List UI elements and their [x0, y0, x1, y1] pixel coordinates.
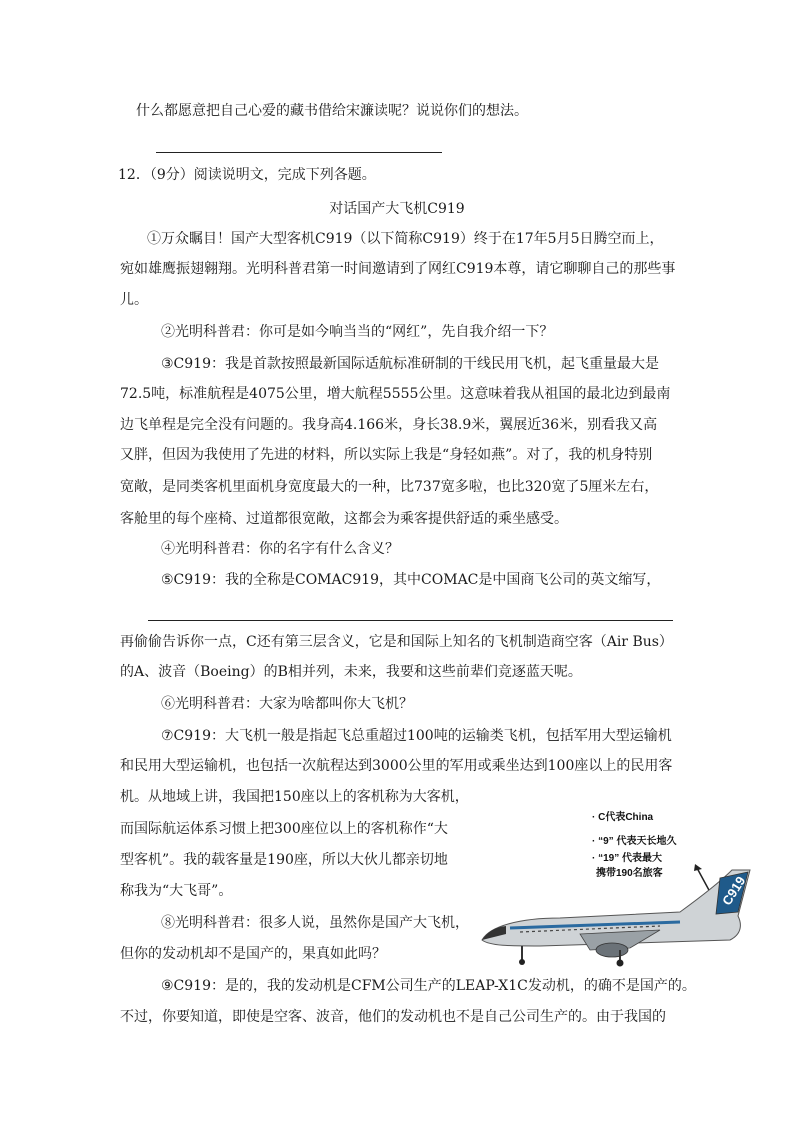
airplane-icon: [482, 870, 750, 967]
para-5: ⑤C919：我的全称是COMAC919，其中COMAC是中国商飞公司的英文缩写，: [161, 572, 661, 588]
para-3-line-6: 客舱里的每个座椅、过道都很宽敞，这都会为乘客提供舒适的乘坐感受。: [120, 511, 568, 527]
para-3-line-3: 边飞单程是完全没有问题的。我身高4.166米，身长38.9米，翼展近36米，别看我又高: [120, 417, 658, 433]
tail-label: C919: [719, 873, 749, 908]
para-2: ②光明科普君：你可是如今响当当的“网红”，先自我介绍一下？: [161, 324, 554, 340]
line-1: 什么都愿意把自己心爱的藏书借给宋濂读呢？说说你们的想法。: [136, 103, 528, 119]
para-3-line-2: 72.5吨，标准航程是4075公里，增大航程5555公里。这意味着我从祖国的最北边到最南: [120, 386, 671, 402]
answer-rule-2: [148, 620, 673, 621]
question-header: 12．（9分）阅读说明文，完成下列各题。: [118, 167, 376, 183]
para-8-line-1: ⑧光明科普君：很多人说，虽然你是国产大飞机，: [161, 915, 469, 931]
para-8-line-2: 但你的发动机却不是国产的，果真如此吗？: [120, 946, 386, 962]
figure-label-4: 携带190名旅客: [596, 868, 663, 879]
answer-rule-1: [156, 152, 442, 153]
para-7-line-2: 和民用大型运输机，也包括一次航程达到3000公里的军用或乘坐达到100座以上的民用客: [120, 758, 673, 774]
para-3-line-4: 又胖，但因为我使用了先进的材料，所以实际上我是“身轻如燕”。对了，我的机身特别: [120, 447, 653, 463]
para-1-line-3: 儿。: [120, 292, 148, 308]
para-3-line-1: ③C919：我是首款按照最新国际适航标准研制的干线民用飞机，起飞重量最大是: [161, 356, 659, 372]
article-title: 对话国产大飞机C919: [329, 201, 465, 217]
figure-label-2: · “9” 代表天长地久: [592, 836, 677, 847]
para-9-line-2: 不过，你要知道，即使是空客、波音，他们的发动机也不是自己公司生产的。由于我国的: [120, 1009, 666, 1025]
para-7-line-5: 型客机”。我的载客量是190座，所以大伙儿都亲切地: [120, 852, 448, 868]
para-1-line-1: ①万众瞩目！国产大型客机C919（以下简称C919）终于在17年5月5日腾空而上，: [147, 231, 664, 247]
figure-label-3: · “19” 代表最大: [592, 853, 663, 864]
para-7-line-6: 称我为“大飞哥”。: [120, 883, 233, 899]
para-7-line-4: 而国际航运体系习惯上把300座位以上的客机称作“大: [120, 821, 448, 837]
label-arrow: [697, 868, 710, 892]
para-4: ④光明科普君：你的名字有什么含义？: [161, 541, 399, 557]
para-7-line-1: ⑦C919：大飞机一般是指起飞总重超过100吨的运输类飞机，包括军用大型运输机: [161, 728, 672, 744]
para-5-line-3: 的A、波音（Boeing）的B相并列，未来，我要和这些前辈们竞逐蓝天呢。: [120, 664, 582, 680]
para-6: ⑥光明科普君：大家为啥都叫你大飞机？: [161, 696, 413, 712]
para-9-line-1: ⑨C919：是的，我的发动机是CFM公司生产的LEAP-X1C发动机，的确不是国产的。: [161, 978, 696, 994]
para-1-line-2: 宛如雄鹰振翅翱翔。光明科普君第一时间邀请到了网红C919本尊，请它聊聊自己的那些事: [120, 261, 676, 277]
c919-airplane-figure: [480, 800, 760, 968]
figure-label-1: · C代表China: [592, 812, 654, 823]
para-3-line-5: 宽敞，是同类客机里面机身宽度最大的一种，比737宽多啦，也比320宽了5厘米左右，: [120, 479, 659, 495]
para-5-line-2: 再偷偷告诉你一点，C还有第三层含义，它是和国际上知名的飞机制造商空客（Air Bus）: [120, 634, 673, 650]
para-7-line-3: 机。从地域上讲，我国把150座以上的客机称为大客机，: [120, 789, 469, 805]
